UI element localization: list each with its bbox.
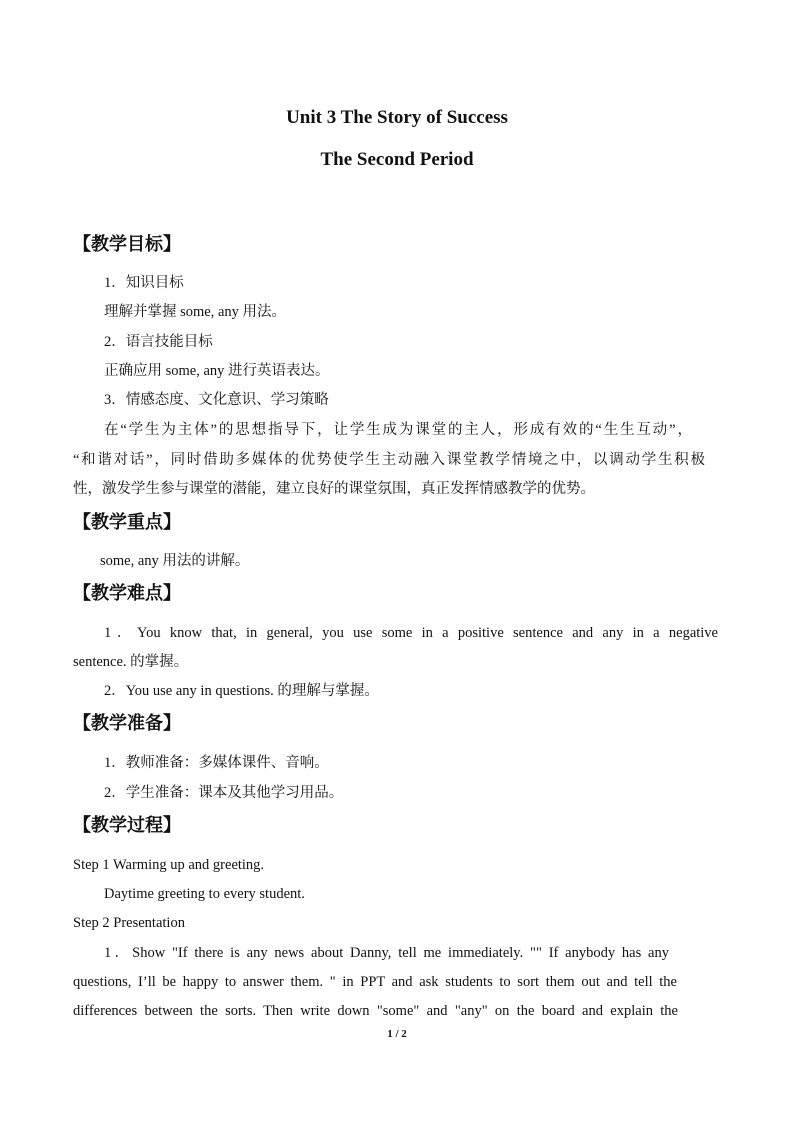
step-1-text: Daytime greeting to every student. xyxy=(104,886,305,902)
step-2-title: Step 2 Presentation xyxy=(73,915,185,931)
page-number: 1 / 2 xyxy=(387,1028,407,1040)
objective-3-line-2: “和谐对话”，同时借助多媒体的优势使学生主动融入课堂教学情境之中，以调动学生积极 xyxy=(73,452,705,468)
objective-3-line-3: 性，激发学生参与课堂的潜能，建立良好的课堂氛围，真正发挥情感教学的优势。 xyxy=(73,481,595,497)
step-1-title: Step 1 Warming up and greeting. xyxy=(73,857,265,873)
process-heading: 【教学过程】 xyxy=(73,815,181,835)
difficulties-heading: 【教学难点】 xyxy=(73,583,181,603)
difficulty-1-line-2: sentence. 的掌握。 xyxy=(73,654,189,670)
preparation-1: 1．教师准备：多媒体课件、音响。 xyxy=(104,755,329,771)
objective-1-text: 理解并掌握 some, any 用法。 xyxy=(104,304,287,320)
difficulty-2: 2．You use any in questions. 的理解与掌握。 xyxy=(104,683,379,699)
preparation-2: 2．学生准备：课本及其他学习用品。 xyxy=(104,785,344,801)
objective-1-title: 1．知识目标 xyxy=(104,275,184,291)
document-title: Unit 3 The Story of Success xyxy=(286,107,508,128)
objective-3-line-1: 在“学生为主体”的思想指导下，让学生成为课堂的主人，形成有效的“生生互动”， xyxy=(104,422,692,438)
objectives-heading: 【教学目标】 xyxy=(73,234,181,254)
objective-2-title: 2．语言技能目标 xyxy=(104,334,213,350)
step-2-line-3: differences between the sorts. Then write down "some" and "any" on the board and explain the xyxy=(73,1003,678,1019)
objective-3-title: 3．情感态度、文化意识、学习策略 xyxy=(104,392,329,408)
preparation-heading: 【教学准备】 xyxy=(73,713,181,733)
difficulty-1-line-1: 1．You know that, in general, you use some in a positive sentence and any in a negative xyxy=(104,625,718,641)
objective-2-text: 正确应用 some, any 进行英语表达。 xyxy=(104,363,330,379)
step-2-line-2: questions, I’ll be happy to answer them. " in PPT and ask students to sort them out and tell the xyxy=(73,974,677,990)
key-points-heading: 【教学重点】 xyxy=(73,512,181,532)
document-subtitle: The Second Period xyxy=(320,149,474,170)
step-2-line-1: 1．Show "If there is any news about Danny, tell me immediately. "" If anybody has any xyxy=(104,945,669,961)
key-points-text: some, any 用法的讲解。 xyxy=(100,553,250,569)
